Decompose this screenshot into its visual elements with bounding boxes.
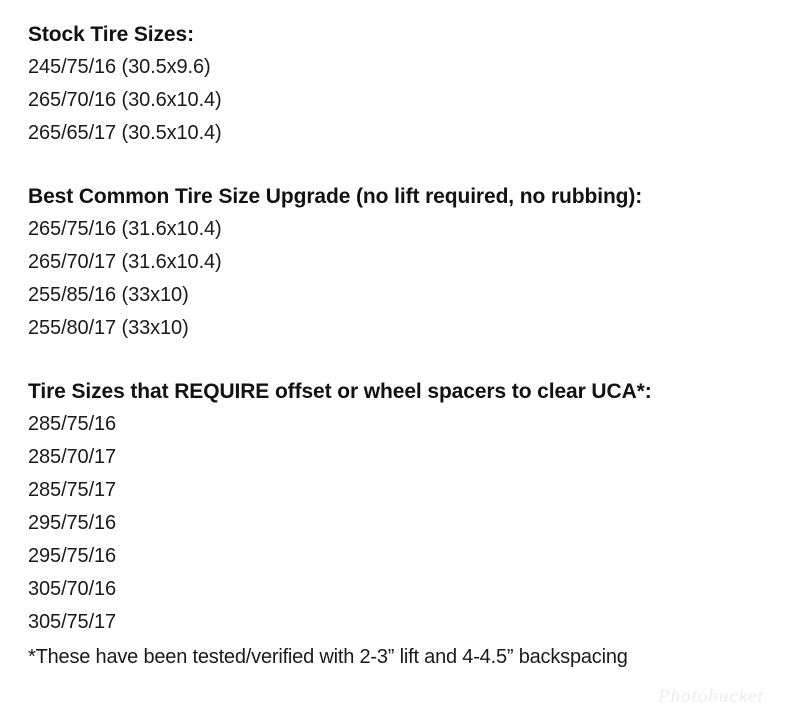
list-item: 295/75/16 bbox=[28, 545, 117, 567]
list-item: 305/70/16 bbox=[28, 578, 117, 600]
list-item: 265/65/17 (30.5x10.4) bbox=[28, 122, 222, 144]
list-item: 285/75/16 bbox=[28, 413, 117, 435]
section-heading: Tire Sizes that REQUIRE offset or wheel spacers to clear UCA*: bbox=[28, 380, 652, 403]
list-item: 265/70/16 (30.6x10.4) bbox=[28, 89, 222, 111]
document-content bbox=[28, 18, 784, 674]
list-item: 265/70/17 (31.6x10.4) bbox=[28, 251, 222, 273]
list-item: 295/75/16 bbox=[28, 512, 117, 534]
section-heading: Best Common Tire Size Upgrade (no lift required, no rubbing): bbox=[28, 185, 643, 208]
watermark: Photobucket bbox=[658, 686, 764, 707]
list-item: 285/75/17 bbox=[28, 479, 117, 501]
section-best-common-upgrade bbox=[28, 180, 784, 345]
section-require-offset-or-spacers bbox=[28, 375, 784, 674]
section-stock-tire-sizes bbox=[28, 18, 784, 150]
list-item: 305/75/17 bbox=[28, 611, 117, 633]
section-heading: Stock Tire Sizes: bbox=[28, 23, 194, 46]
list-item: 285/70/17 bbox=[28, 446, 117, 468]
list-item: 245/75/16 (30.5x9.6) bbox=[28, 56, 211, 78]
footnote: *These have been tested/verified with 2-3” lift and 4-4.5” backspacing bbox=[28, 646, 628, 668]
list-item: 265/75/16 (31.6x10.4) bbox=[28, 218, 222, 240]
list-item: 255/85/16 (33x10) bbox=[28, 284, 189, 306]
list-item: 255/80/17 (33x10) bbox=[28, 317, 189, 339]
